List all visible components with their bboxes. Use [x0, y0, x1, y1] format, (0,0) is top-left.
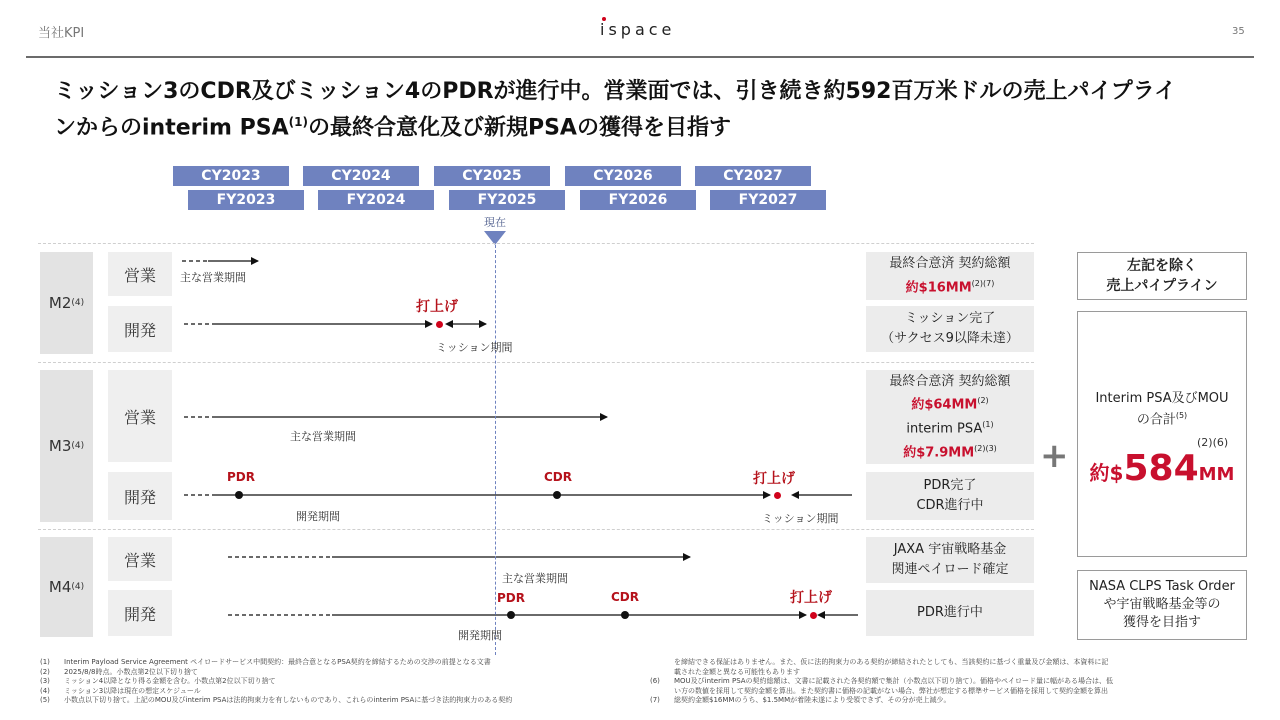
- m2-sales-status: 最終合意済 契約総額 約$\$16MM^{(2)(7)}$: [866, 252, 1034, 300]
- footnote: (5) 小数点以下切り捨て。上記のMOU及びinterim PSAは法的拘束力を有しないものであり、これらのinterim PSAに基づき法的拘束力のある契約: [40, 696, 513, 704]
- page-number: 35: [1232, 26, 1245, 37]
- m4-dev-period: 開発期間: [458, 629, 502, 642]
- cy-2027: CY2027: [695, 166, 811, 186]
- m3-sales-status: 最終合意済 契約総額 約$64MM$^{(2)}$ interim PSA$^{(1)}$ 約$\$7.9MM^{(2)(3)}$: [866, 370, 1034, 464]
- footnotes-left: [40, 658, 650, 706]
- footnote: (3) ミッション4以降となり得る金額を含む。小数点第2位以下切り捨て: [40, 677, 276, 685]
- m2-dev-label: 開発: [108, 306, 172, 352]
- m4-sales-period: 主な営業期間: [502, 572, 568, 585]
- m3-launch-dot: [774, 492, 781, 499]
- excluded-pipeline-header: 左記を除く 売上パイプライン: [1077, 252, 1247, 300]
- footnote: (2) 2025/8/8時点。小数点第2位以下切り捨て: [40, 667, 198, 676]
- fy-2024: FY2024: [318, 190, 434, 210]
- mission-m3: M3 (4): [40, 370, 93, 522]
- m4-sales-label: 営業: [108, 537, 172, 581]
- mission-m4: M4 (4): [40, 537, 93, 637]
- m2-dev-status: ミッション完了 （サクセス9以降未達）: [866, 306, 1034, 352]
- m4-cdr-label: CDR: [611, 590, 640, 604]
- m4-launch-dot: [810, 612, 817, 619]
- fy-2027: FY2027: [710, 190, 826, 210]
- m3-dev-status: PDR完了 CDR進行中: [866, 472, 1034, 520]
- now-label: 現在: [484, 216, 506, 229]
- m3-pdr-label: PDR: [227, 470, 255, 484]
- m4-sales-status: JAXA 宇宙戦略基金 関連ペイロード確定: [866, 537, 1034, 583]
- fy-2025: FY2025: [449, 190, 565, 210]
- footnote: (6) MOU及びinterim PSAの契約総額は、文書に記載された各契約額で集計（小数点以下切り捨て）。価格やペイロード量に幅がある場合は、低: [650, 677, 1114, 685]
- title-sup: (1): [288, 115, 308, 129]
- cy-2023: CY2023: [173, 166, 289, 186]
- m2-launch-dot: [436, 321, 443, 328]
- pipeline-total-box: [1077, 311, 1247, 557]
- m4-dev-label: 開発: [108, 590, 172, 636]
- cy-2025: CY2025: [434, 166, 550, 186]
- m3-mission-period: ミッション期間: [762, 512, 839, 525]
- m3-launch-label: 打上げ: [753, 471, 795, 487]
- now-line: [495, 245, 496, 655]
- m4-launch-label: 打上げ: [790, 590, 832, 606]
- fy-2023: FY2023: [188, 190, 304, 210]
- section-label: 当社KPI: [38, 26, 85, 41]
- m3-dev-label: 開発: [108, 472, 172, 520]
- footnote: (1) Interim Payload Service Agreement ペイロードサービス中間契約：最終合意となるPSA契約を締結するための交渉の前提となる文書: [40, 658, 491, 666]
- nasa-target-box: NASA CLPS Task Order や宇宙戦略基金等の 獲得を目指す: [1077, 570, 1247, 640]
- plus-sign: +: [1040, 436, 1069, 476]
- fy-2026: FY2026: [580, 190, 696, 210]
- mission-m2: M2 (4): [40, 252, 93, 354]
- footnote: 載された金額と異なる可能性もあります: [674, 667, 800, 676]
- footnote: い方の数値を採用して契約金額を算出。また契約書に価格の記載がない場合、弊社が想定する標準サービス価格を採用して契約金額を算出: [674, 686, 1108, 695]
- m2-sales-label: 営業: [108, 252, 172, 296]
- title-line2a: ンからのinterim PSA: [54, 115, 289, 141]
- m3-sales-label: 営業: [108, 370, 172, 462]
- pipeline-title: Interim PSA及びMOU の合計$^{(5)}$: [1095, 391, 1229, 428]
- title-line2b: の最終合意化及び新規PSAの獲得を目指す: [307, 115, 731, 141]
- cy-2024: CY2024: [303, 166, 419, 186]
- pipeline-amount: 約$584MM: [1089, 448, 1235, 489]
- m4-pdr-label: PDR: [497, 591, 525, 605]
- m2-launch-label: 打上げ: [416, 299, 458, 315]
- m4-dev-status: PDR進行中: [866, 590, 1034, 636]
- title-line1: ミッション3のCDR及びミッション4のPDRが進行中。営業面では、引き続き約592百万米ドルの売上パイプライ: [54, 79, 1177, 104]
- m3-cdr-label: CDR: [544, 470, 573, 484]
- m2-mission-period: ミッション期間: [436, 341, 513, 354]
- footnote: (7) 総契約金額$16MMのうち、$1.5MMが着陸未遂により受領できず、その分が売上減少。: [650, 696, 951, 704]
- cy-2026: CY2026: [565, 166, 681, 186]
- pipeline-note: (2)(6): [1197, 436, 1229, 449]
- footnote: を締結できる保証はありません。また、仮に法的拘束力のある契約が締結されたとしても、当該契約に基づく重量及び金額は、本資料に記: [674, 658, 1109, 666]
- footnotes-right: [650, 658, 1250, 706]
- m3-sales-period: 主な営業期間: [290, 430, 356, 443]
- m3-dev-period: 開発期間: [296, 510, 340, 523]
- footnote: (4) ミッション3以降は現在の想定スケジュール: [40, 686, 201, 695]
- logo: ispace: [600, 20, 676, 39]
- m2-sales-period: 主な営業期間: [180, 271, 246, 284]
